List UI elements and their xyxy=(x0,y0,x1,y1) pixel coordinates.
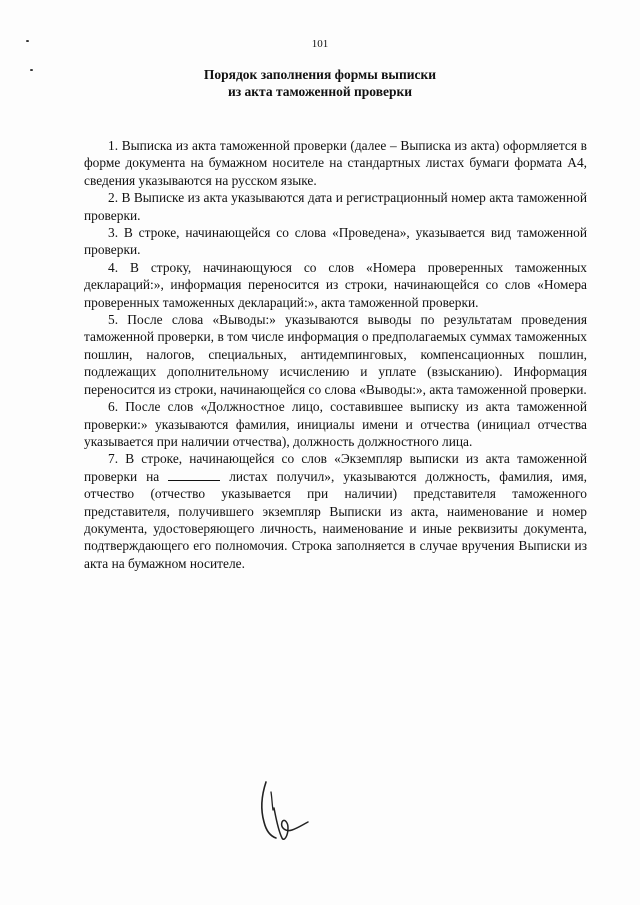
paragraph-3: 3. В строке, начинающейся со слова «Проведена», указывается вид таможенной проверки. xyxy=(84,225,587,258)
paragraph-1: 1. Выписка из акта таможенной проверки (далее – Выписка из акта) оформляется в форме документа на бумажном носителе на стандартных листах бумаги формата А4, сведения указываются на русском языке. xyxy=(84,138,587,188)
document-title xyxy=(60,66,580,100)
handwritten-signature xyxy=(252,778,322,848)
paragraph-7-part-1: 7. В строке, начинающейся со слов «Экземпляр выписки из акта таможенной проверки на xyxy=(84,451,587,484)
paragraph-7-part-2: листах получил», указываются должность, фамилия, имя, отчество (отчество указывается при наличии) представителя таможенного представителя, получившего экземпляр Выписки из акта, наименование и номер документа, удостоверяющего личность, наименование и иные реквизиты документа, подтверждающего его полномочия. Строка заполняется в случае вручения Выписки из акта на бумажном носителе. xyxy=(84,468,587,571)
page-number: 101 xyxy=(311,38,329,50)
title-line-2: из акта таможенной проверки xyxy=(227,84,413,99)
paragraph-2: 2. В Выписке из акта указываются дата и регистрационный номер акта таможенной проверки. xyxy=(84,190,587,223)
blank-field-underline xyxy=(168,469,220,481)
document-body xyxy=(84,137,587,572)
paragraph-6: 6. После слов «Должностное лицо, составившее выписку из акта таможенной проверки:» указываются фамилия, инициалы имени и отчества (инициал отчества указывается при наличии отчества), должность должностного лица. xyxy=(84,399,587,449)
scan-speck xyxy=(30,69,33,71)
paragraph-4: 4. В строку, начинающуюся со слов «Номера проверенных таможенных деклараций:», информация переносится из строки, начинающейся со слов «Номера проверенных таможенных деклараций:», акта таможенной проверки. xyxy=(84,259,587,310)
title-line-1: Порядок заполнения формы выписки xyxy=(203,67,437,82)
paragraph-7 xyxy=(84,450,587,572)
paragraph-5: 5. После слова «Выводы:» указываются выводы по результатам проведения таможенной проверки, в том числе информация о предполагаемых суммах таможенных пошлин, налогов, специальных, антидемпинговых, компенсационных пошлин, подлежащих дополнительному исчислению и уплате (взысканию). Информация переносится из строки, начинающейся со слова «Выводы:», акта таможенной проверки. xyxy=(84,312,587,397)
